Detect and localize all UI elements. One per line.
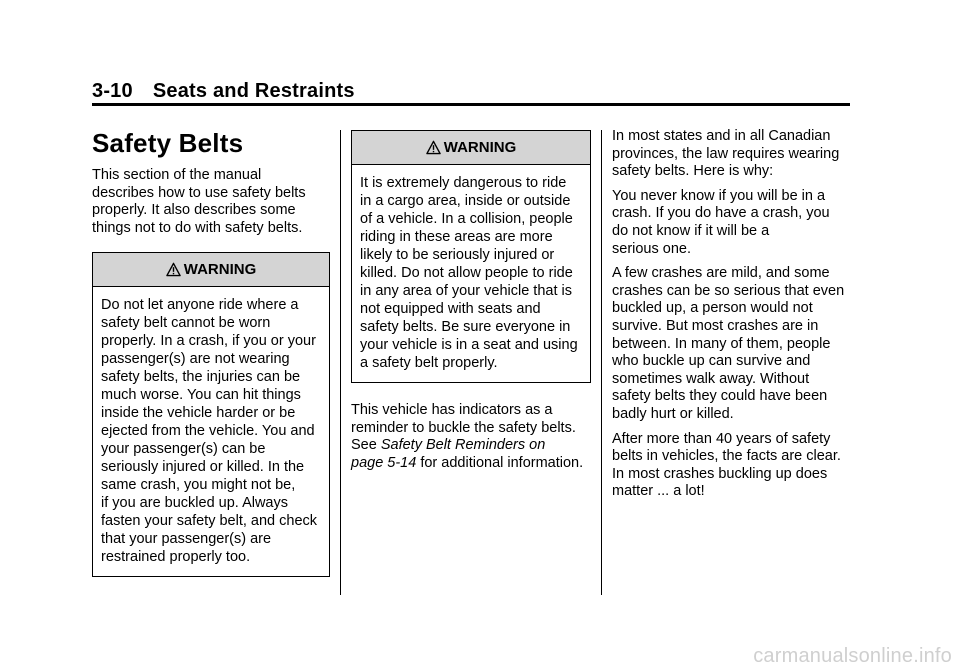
text-line: restrained properly too. [101,549,251,566]
text-line: do not know if it will be a [612,222,770,239]
text-line: This vehicle has indicators as a [351,402,553,418]
text-line: In most crashes buckling up does [612,465,828,482]
text-line [351,455,591,473]
text-line: much worse. You can hit things [101,387,301,404]
warning-label: WARNING [183,261,257,279]
watermark: carmanualsonline.info [753,645,952,667]
section-heading: Safety Belts [92,128,244,158]
text-line: crash. If you do have a crash, you [612,205,830,222]
text-line: things not to do with safety belts. [92,219,303,236]
column-1 [92,128,330,577]
warning-triangle-icon [166,262,181,277]
text-line: a safety belt properly. [360,355,498,371]
intro-paragraph [92,167,330,237]
text-line: belts in vehicles, the facts are clear. [612,448,841,465]
text-line: in any area of your vehicle that is [360,283,572,299]
text-span: for additional information. [416,454,584,471]
text-line: riding in these areas are more [360,229,553,245]
text-line: A few crashes are mild, and some [612,265,830,282]
text-line: In most states and in all Canadian [612,128,831,144]
text-line: in a cargo area, inside or outside [360,193,571,209]
text-line [351,437,591,455]
text-line: crashes can be so serious that even [612,282,845,299]
column-divider-1 [340,130,341,595]
text-line: After more than 40 years of safety [612,430,831,447]
warning-box-2 [351,130,591,383]
text-line: serious one. [612,240,691,257]
cross-reference[interactable]: Safety Belt Reminders on [380,437,546,454]
text-line: inside the vehicle harder or be [101,405,296,422]
text-line: buckled up, a person would not [612,300,813,317]
text-line: killed. Do not allow people to ride [360,265,573,281]
text-line: not equipped with seats and [360,301,541,317]
text-line: passenger(s) are not wearing [101,351,290,368]
reminder-paragraph [351,402,591,472]
column-3 [612,128,857,508]
text-line: of a vehicle. In a collision, people [360,211,573,227]
header-rule [92,103,850,106]
text-line: likely to be seriously injured or [360,247,555,263]
text-line: badly hurt or killed. [612,405,734,422]
warning-text [93,287,329,576]
body-paragraph [612,265,857,423]
text-line: fasten your safety belt, and check [101,513,318,530]
text-line: safety belts. Be sure everyone in [360,319,571,335]
page-header [92,80,355,103]
text-line: properly. It also describes some [92,202,296,219]
text-line: seriously injured or killed. In the [101,459,305,476]
cross-reference-page[interactable]: page 5-14 [351,454,417,471]
text-line: safety belt cannot be worn [101,315,271,332]
text-line: survive. But most crashes are in [612,317,819,334]
warning-box-1 [92,252,330,577]
body-paragraph [612,128,857,181]
text-line: matter ... a lot! [612,483,705,500]
column-2 [351,130,591,479]
column-divider-2 [601,130,602,595]
text-line: safety belts they could have been [612,388,828,405]
text-line: provinces, the law requires wearing [612,145,840,162]
warning-header [93,253,329,287]
text-line: same crash, you might not be, [101,477,296,494]
warning-text [352,165,590,382]
warning-triangle-icon [426,140,441,155]
text-line: safety belts, the injuries can be [101,369,301,386]
text-line: safety belts. Here is why: [612,163,774,180]
page-number: 3-10 [92,80,133,102]
text-line: between. In many of them, people [612,335,831,352]
text-span: See [351,437,381,454]
warning-label: WARNING [443,138,517,156]
text-line: You never know if you will be in a [612,187,826,204]
text-line: This section of the manual [92,167,262,183]
text-line: who buckle up can survive and [612,353,811,370]
text-line: your vehicle is in a seat and using [360,337,578,353]
text-line: sometimes walk away. Without [612,370,810,387]
body-paragraph [612,431,857,501]
text-line: your passenger(s) can be [101,441,266,458]
text-line: that your passenger(s) are [101,531,272,548]
body-paragraph [612,188,857,258]
text-line: Do not let anyone ride where a [101,297,299,314]
text-line: reminder to buckle the safety belts. [351,419,576,436]
text-line: describes how to use safety belts [92,184,306,201]
warning-header [352,131,590,165]
text-line: properly. In a crash, if you or your [101,333,316,350]
section-title: Seats and Restraints [152,80,355,102]
text-line: if you are buckled up. Always [101,495,288,512]
text-line: ejected from the vehicle. You and [101,423,315,440]
text-line: It is extremely dangerous to ride [360,175,567,191]
